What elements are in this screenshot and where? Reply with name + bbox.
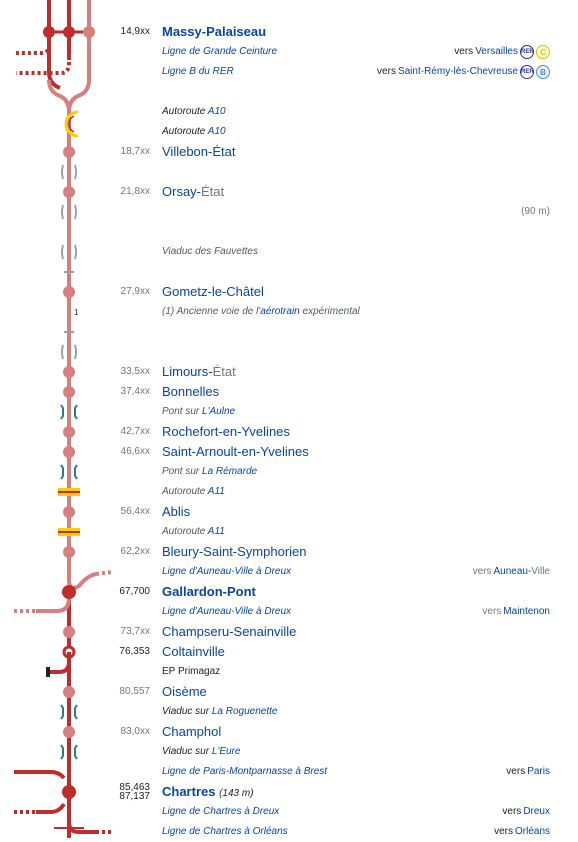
link-paris-brest-line[interactable]: Ligne de Paris-Montparnasse à Brest [162, 766, 328, 777]
row-fauvettes [0, 242, 570, 262]
row-gallardon [0, 582, 570, 602]
km-bonnelles: 37,4xx [120, 386, 150, 397]
note-text: Pont sur [162, 466, 203, 477]
station-name: Limours- [162, 364, 213, 379]
rer-badge[interactable]: RER [520, 65, 534, 79]
link-chartres-orleans-line[interactable]: Ligne de Chartres à Orléans [162, 826, 288, 837]
dest-orleans [494, 822, 550, 842]
link-remarde[interactable]: La Rémarde [202, 466, 258, 477]
link-chartres-dreux-line[interactable]: Ligne de Chartres à Dreux [162, 806, 280, 817]
vers-label: vers [482, 606, 502, 617]
link-aerotrain[interactable]: aérotrain [260, 306, 300, 317]
link-rer-b[interactable]: Ligne B du RER [162, 66, 234, 77]
km-saint-arnoult: 46,6xx [120, 446, 150, 457]
row-roguenette [0, 702, 570, 722]
note-text: expérimental [299, 306, 360, 317]
note-text: Pont sur [162, 406, 203, 417]
station-suffix: État [201, 184, 225, 199]
km-ablis: 56,4xx [120, 506, 150, 517]
station-rochefort[interactable]: Rochefort-en-Yvelines [162, 424, 290, 439]
km-champseru: 73,7xx [120, 626, 150, 637]
road-label: Autoroute [162, 486, 206, 497]
station-coltainville[interactable]: Coltainville [162, 644, 225, 659]
link-versailles[interactable]: Versailles [475, 46, 518, 57]
rer-b-badge[interactable]: B [536, 65, 550, 79]
row-gometz [0, 282, 570, 302]
road-a10 [162, 102, 226, 122]
vers-label: vers [502, 806, 522, 817]
row-coltainville [0, 642, 570, 662]
row-orleans-line [0, 822, 570, 842]
ep-primagaz: EP Primagaz [162, 666, 221, 677]
pont-remarde [162, 462, 257, 482]
link-grande-ceinture[interactable]: Ligne de Grande Ceinture [162, 46, 278, 57]
dest-saint-remy [377, 62, 550, 82]
km-oiseme: 80,557 [119, 686, 150, 697]
rer-c-badge[interactable]: C [536, 45, 550, 59]
link-orleans[interactable]: Orléans [514, 826, 550, 837]
row-a10-1 [0, 102, 570, 122]
km-gallardon: 67,700 [119, 586, 150, 597]
link-saint-remy[interactable]: Saint-Rémy-lès-Chevreuse [397, 66, 518, 77]
dest-paris [506, 762, 550, 782]
row-a10-2 [0, 122, 570, 142]
station-suffix: État [212, 364, 236, 379]
link-aulne[interactable]: L'Aulne [202, 406, 236, 417]
link-eure[interactable]: L'Eure [211, 746, 241, 757]
link-a11[interactable]: A11 [207, 486, 225, 497]
dest-versailles [454, 42, 550, 62]
vers-label: vers [506, 766, 526, 777]
note-text: (1) Ancienne voie de l' [162, 306, 261, 317]
row-rer-b [0, 62, 570, 82]
dest-name: Auneau- [493, 566, 532, 577]
altitude-label: (90 m) [521, 206, 550, 217]
km-gometz: 27,9xx [120, 286, 150, 297]
km-massy: 14,9xx [120, 26, 150, 37]
viaduc-roguenette [162, 702, 277, 722]
row-saint-arnoult [0, 442, 570, 462]
link-a11[interactable]: A11 [207, 526, 225, 537]
link-auneau-ville[interactable] [493, 562, 550, 582]
row-brest-line [0, 762, 570, 782]
station-bleury[interactable]: Bleury-Saint-Symphorien [162, 544, 307, 559]
station-name: Orsay- [162, 184, 201, 199]
row-bonnelles [0, 382, 570, 402]
row-massy [0, 22, 570, 42]
row-maintenon-line [0, 602, 570, 622]
row-primagaz [0, 662, 570, 682]
station-orsay-etat[interactable] [162, 182, 224, 202]
note-aerotrain [162, 302, 360, 322]
km-coltainville: 76,353 [119, 646, 150, 657]
station-ablis[interactable]: Ablis [162, 504, 191, 519]
dest-maintenon [482, 602, 550, 622]
row-grande-ceinture [0, 42, 570, 62]
row-orsay [0, 182, 570, 202]
dest-suffix: Ville [531, 566, 550, 577]
row-auneau-line [0, 562, 570, 582]
row-dreux-line [0, 802, 570, 822]
row-champseru [0, 622, 570, 642]
note-text: Viaduc sur [162, 706, 212, 717]
viaduc-fauvettes: Viaduc des Fauvettes [162, 246, 258, 257]
pont-aulne [162, 402, 235, 422]
road-a10 [162, 122, 226, 142]
vers-label: vers [472, 566, 492, 577]
km-rochefort: 42,7xx [120, 426, 150, 437]
km-orsay: 21,8xx [120, 186, 150, 197]
row-rochefort [0, 422, 570, 442]
km-chartres [119, 783, 150, 801]
link-a10[interactable]: A10 [207, 126, 226, 137]
dest-dreux [502, 802, 550, 822]
row-aulne [0, 402, 570, 422]
note-text: Viaduc sur [162, 746, 212, 757]
row-eure [0, 742, 570, 762]
station-oiseme[interactable]: Oisème [162, 684, 207, 699]
road-label: Autoroute [162, 526, 206, 537]
row-villebon [0, 142, 570, 162]
viaduc-eure [162, 742, 240, 762]
link-paris[interactable]: Paris [527, 766, 550, 777]
link-maintenon[interactable]: Maintenon [503, 606, 550, 617]
row-a11-2 [0, 522, 570, 542]
row-chartres [0, 782, 570, 802]
row-aerotrain [0, 302, 570, 322]
dest-auneau-ville [473, 562, 550, 582]
station-gallardon-pont[interactable]: Gallardon-Pont [162, 584, 256, 599]
row-champhol [0, 722, 570, 742]
station-limours-etat[interactable] [162, 362, 236, 382]
link-auneau-line[interactable]: Ligne d'Auneau-Ville à Dreux [162, 566, 292, 577]
station-massy-palaiseau[interactable]: Massy-Palaiseau [162, 24, 267, 39]
row-remarde [0, 462, 570, 482]
link-dreux[interactable]: Dreux [523, 806, 550, 817]
rer-badge[interactable]: RER [520, 45, 534, 59]
road-label: Autoroute [162, 126, 206, 137]
km-value: 87,137 [119, 791, 150, 802]
aerotrain-marker: 1 [74, 308, 79, 317]
link-auneau-line[interactable]: Ligne d'Auneau-Ville à Dreux [162, 606, 292, 617]
altitude [521, 202, 550, 222]
road-label: Autoroute [162, 106, 206, 117]
vers-label: vers [494, 826, 513, 837]
row-limours [0, 362, 570, 382]
row-bleury [0, 542, 570, 562]
altitude-label: (143 m) [219, 788, 254, 799]
station-villebon-etat[interactable]: Villebon-État [162, 144, 236, 159]
link-roguenette[interactable]: La Roguenette [211, 706, 278, 717]
station-champhol[interactable]: Champhol [162, 724, 222, 739]
km-champhol: 83,0xx [120, 726, 150, 737]
vers-label: vers [454, 46, 474, 57]
km-bleury: 62,2xx [120, 546, 150, 557]
link-a10[interactable]: A10 [207, 106, 226, 117]
station-bonnelles[interactable]: Bonnelles [162, 384, 220, 399]
row-ablis [0, 502, 570, 522]
road-a11 [162, 482, 225, 502]
station-gometz-le-chatel[interactable]: Gometz-le-Châtel [162, 284, 264, 299]
km-limours: 33,5xx [120, 366, 150, 377]
station-saint-arnoult[interactable]: Saint-Arnoult-en-Yvelines [162, 444, 309, 459]
station-champseru[interactable]: Champseru-Senainville [162, 624, 297, 639]
row-oiseme [0, 682, 570, 702]
station-name: Chartres [162, 784, 216, 799]
vers-label: vers [377, 66, 396, 77]
row-altitude-90 [0, 202, 570, 222]
km-value: 85,463 [119, 782, 150, 793]
station-chartres[interactable] [162, 782, 254, 804]
road-a11 [162, 522, 225, 542]
km-villebon: 18,7xx [120, 146, 150, 157]
row-a11-1 [0, 482, 570, 502]
